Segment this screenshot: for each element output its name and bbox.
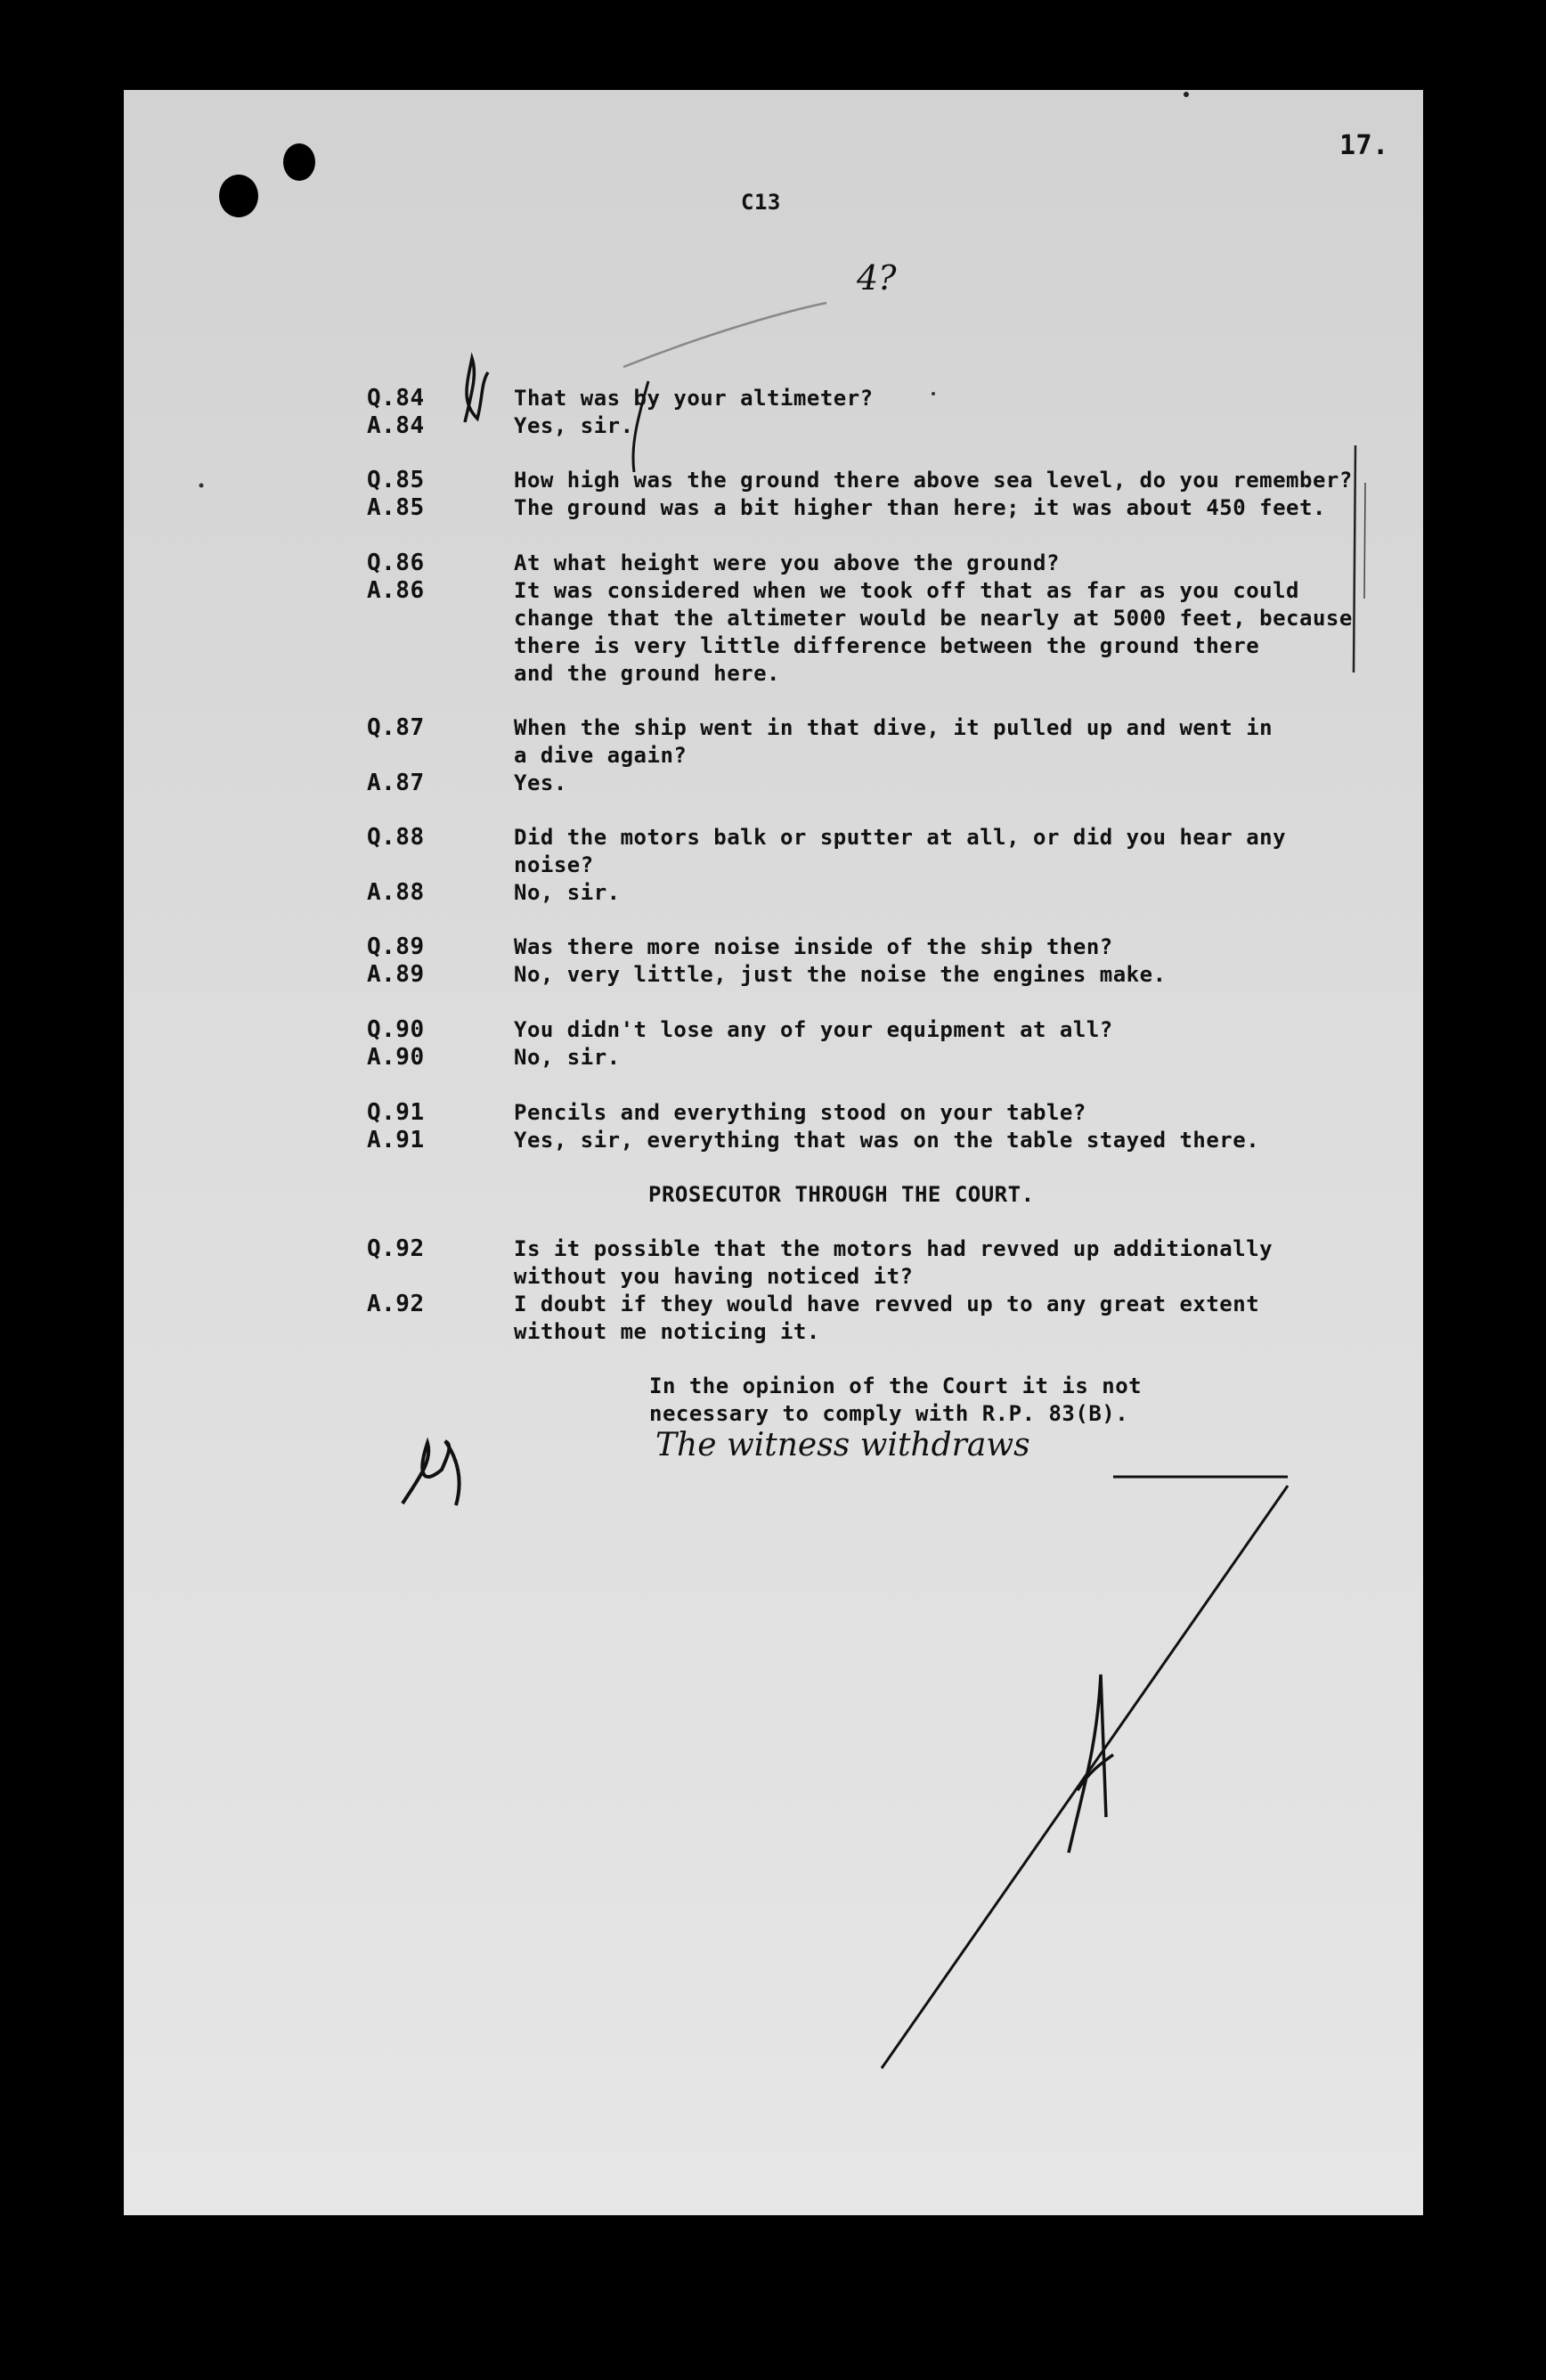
question-text: Pencils and everything stood on your table?: [514, 1100, 1086, 1125]
answer-label: A.85: [367, 494, 425, 521]
answer-label: A.87: [367, 770, 425, 796]
document-code: C13: [741, 190, 781, 215]
question-text: Is it possible that the motors had revved up additionally: [514, 1236, 1273, 1261]
question-text: That was by your altimeter?: [514, 386, 874, 411]
question-label: Q.86: [367, 550, 425, 576]
question-label: Q.91: [367, 1099, 425, 1126]
question-text: At what height were you above the ground?: [514, 550, 1060, 575]
punch-hole-right: [283, 143, 315, 181]
question-label: Q.88: [367, 824, 425, 851]
answer-text: It was considered when we took off that as far as you could: [514, 578, 1300, 603]
opinion-line: In the opinion of the Court it is not: [649, 1373, 1143, 1398]
answer-text: without me noticing it.: [514, 1319, 820, 1344]
answer-label: A.88: [367, 879, 425, 906]
stray-dot: [1184, 92, 1189, 97]
answer-label: A.92: [367, 1291, 425, 1317]
question-text: a dive again?: [514, 743, 688, 768]
initials-mark-top: [465, 358, 488, 422]
question-text: How high was the ground there above sea level, do you remember?: [514, 468, 1353, 493]
question-text: without you having noticed it?: [514, 1264, 914, 1289]
opinion-line: necessary to comply with R.P. 83(B).: [649, 1401, 1129, 1426]
initials-mark-lower: [403, 1441, 460, 1505]
question-label: Q.85: [367, 467, 425, 493]
stray-dot: [932, 392, 935, 395]
answer-text: No, sir.: [514, 880, 621, 905]
answer-text: Yes.: [514, 770, 567, 795]
answer-text: Yes, sir, everything that was on the table stayed there.: [514, 1128, 1260, 1153]
question-text: When the ship went in that dive, it pulled up and went in: [514, 715, 1273, 740]
punch-hole-left: [219, 175, 258, 217]
answer-text: and the ground here.: [514, 661, 780, 686]
question-text: Did the motors balk or sputter at all, or did you hear any: [514, 825, 1287, 850]
cancellation-line: [882, 1486, 1288, 2068]
answer-text: The ground was a bit higher than here; it was about 450 feet.: [514, 495, 1326, 520]
section-heading: PROSECUTOR THROUGH THE COURT.: [648, 1182, 1035, 1207]
page-number: 17.: [1339, 130, 1389, 161]
answer-label: A.90: [367, 1044, 425, 1071]
answer-label: A.84: [367, 412, 425, 439]
question-text: You didn't lose any of your equipment at all?: [514, 1017, 1113, 1042]
answer-text: Yes, sir.: [514, 413, 634, 438]
margin-line-right-2: [1364, 483, 1365, 599]
question-label: Q.84: [367, 385, 425, 412]
answer-text: I doubt if they would have revved up to any great extent: [514, 1292, 1260, 1316]
margin-note: 4?: [857, 258, 897, 298]
answer-text: there is very little difference between the ground there: [514, 633, 1260, 658]
question-text: noise?: [514, 852, 594, 877]
answer-text: change that the altimeter would be nearly at 5000 feet, because: [514, 606, 1353, 631]
margin-line-right-1: [1354, 445, 1355, 672]
answer-label: A.86: [367, 577, 425, 604]
answer-label: A.89: [367, 961, 425, 988]
answer-text: No, sir.: [514, 1045, 621, 1070]
stray-dot: [199, 484, 204, 488]
pencil-stroke: [623, 303, 826, 367]
question-label: Q.89: [367, 933, 425, 960]
question-text: Was there more noise inside of the ship then?: [514, 934, 1113, 959]
signature-mark: [1069, 1675, 1113, 1853]
answer-label: A.91: [367, 1127, 425, 1153]
handwritten-note-withdraws: The witness withdraws: [655, 1427, 1030, 1463]
answer-text: No, very little, just the noise the engines make.: [514, 962, 1167, 987]
question-label: Q.90: [367, 1016, 425, 1043]
question-label: Q.92: [367, 1235, 425, 1262]
question-label: Q.87: [367, 714, 425, 741]
